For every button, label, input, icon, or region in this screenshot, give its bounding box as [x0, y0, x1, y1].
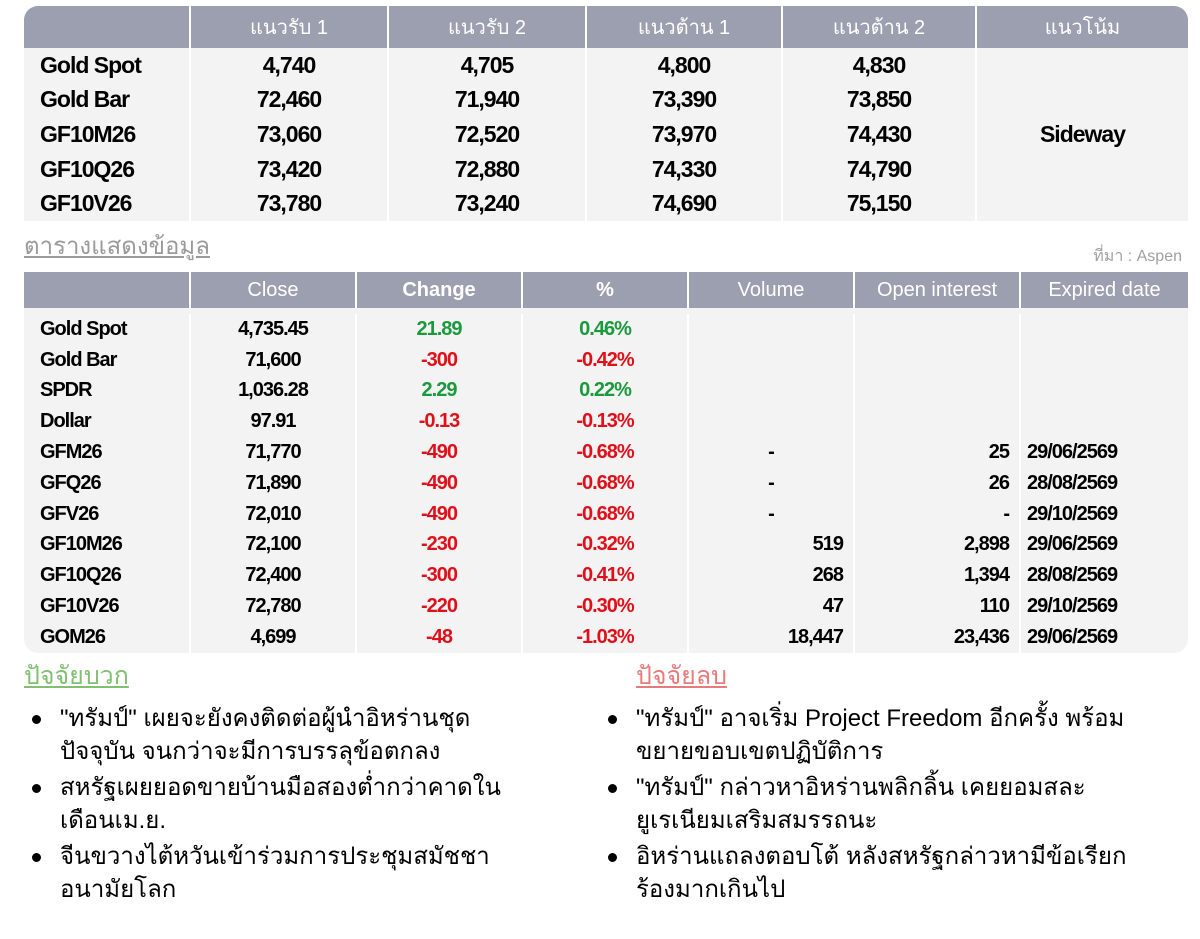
- market-row-name: Dollar: [24, 406, 190, 437]
- market-row-percent: -0.68%: [522, 437, 688, 468]
- levels-row-r2: 4,830: [782, 48, 976, 83]
- levels-header-row: [24, 6, 1188, 48]
- positive-factors-title: ปัจจัยบวก: [24, 662, 129, 690]
- market-row-open-interest: [854, 376, 1020, 407]
- market-row-name: GF10Q26: [24, 560, 190, 591]
- market-row-expiry: 29/10/2569: [1020, 499, 1188, 530]
- factor-text: "ทรัมป์" อาจเริ่ม Project Freedom อีกครั้ง พร้อมขยายขอบเขตปฏิบัติการ: [636, 705, 1125, 765]
- levels-row-r2: 74,790: [782, 152, 976, 187]
- market-row-open-interest: -: [854, 499, 1020, 530]
- bullet-icon: [608, 715, 617, 724]
- bullet-icon: [32, 784, 41, 793]
- market-row-percent: -1.03%: [522, 622, 688, 653]
- market-row-percent: -0.13%: [522, 406, 688, 437]
- market-row-volume: [688, 314, 854, 345]
- bullet-icon: [608, 853, 617, 862]
- market-row-close: 1,036.28: [190, 376, 356, 407]
- levels-row: [24, 48, 1188, 83]
- table-row: [24, 376, 1188, 407]
- table-row: [24, 437, 1188, 468]
- market-row-change: -0.13: [356, 406, 522, 437]
- factor-text: อิหร่านแถลงตอบโต้ หลังสหรัฐกล่าวหามีข้อเรียกร้องมากเกินไป: [636, 843, 1127, 903]
- market-row-change: 2.29: [356, 376, 522, 407]
- market-row-close: 71,890: [190, 468, 356, 499]
- market-header-expired-date: Expired date: [1020, 272, 1188, 308]
- market-header-blank: [24, 272, 190, 308]
- market-row-name: SPDR: [24, 376, 190, 407]
- levels-row-name: Gold Spot: [24, 48, 190, 83]
- market-row-name: GF10M26: [24, 530, 190, 561]
- levels-row-name: GF10M26: [24, 117, 190, 152]
- market-row-name: GFM26: [24, 437, 190, 468]
- list-item: [600, 702, 1160, 768]
- levels-header-support1: แนวรับ 1: [190, 6, 388, 48]
- market-header-volume: Volume: [688, 272, 854, 308]
- market-row-name: Gold Bar: [24, 345, 190, 376]
- source-note: ที่มา : Aspen: [1093, 248, 1182, 265]
- levels-row-r1: 74,690: [586, 186, 782, 221]
- levels-row-s1: 72,460: [190, 83, 388, 118]
- table-row: [24, 591, 1188, 622]
- market-row-change: -230: [356, 530, 522, 561]
- support-resistance-table: [24, 6, 1188, 221]
- positive-factors-list: [24, 702, 544, 909]
- market-row-expiry: 29/06/2569: [1020, 437, 1188, 468]
- negative-factors-list: [600, 702, 1160, 909]
- market-row-open-interest: [854, 314, 1020, 345]
- levels-row-s1: 73,780: [190, 186, 388, 221]
- market-row-volume: 268: [688, 560, 854, 591]
- market-header-change: Change: [356, 272, 522, 308]
- levels-header-support2: แนวรับ 2: [388, 6, 586, 48]
- market-row-close: 97.91: [190, 406, 356, 437]
- bullet-icon: [32, 715, 41, 724]
- levels-row-name: GF10Q26: [24, 152, 190, 187]
- market-row-expiry: [1020, 345, 1188, 376]
- levels-row-r1: 4,800: [586, 48, 782, 83]
- market-row-expiry: [1020, 406, 1188, 437]
- table-row: [24, 406, 1188, 437]
- market-row-open-interest: 1,394: [854, 560, 1020, 591]
- levels-row-r1: 74,330: [586, 152, 782, 187]
- market-row-open-interest: 23,436: [854, 622, 1020, 653]
- market-row-close: 72,010: [190, 499, 356, 530]
- market-row-change: 21.89: [356, 314, 522, 345]
- market-row-open-interest: [854, 345, 1020, 376]
- table-row: [24, 560, 1188, 591]
- market-row-percent: 0.46%: [522, 314, 688, 345]
- market-row-volume: 47: [688, 591, 854, 622]
- section-subtitle: ตารางแสดงข้อมูล: [24, 233, 210, 260]
- levels-row-s2: 72,880: [388, 152, 586, 187]
- bullet-icon: [608, 784, 617, 793]
- levels-trend: Sideway: [976, 48, 1188, 221]
- market-row-volume: 18,447: [688, 622, 854, 653]
- market-header-row: [24, 272, 1188, 308]
- market-row-percent: -0.68%: [522, 468, 688, 499]
- list-item: [600, 840, 1160, 906]
- market-row-close: 72,100: [190, 530, 356, 561]
- market-row-change: -490: [356, 437, 522, 468]
- market-row-expiry: 28/08/2569: [1020, 560, 1188, 591]
- table-row: [24, 468, 1188, 499]
- table-row: [24, 622, 1188, 653]
- levels-row-name: Gold Bar: [24, 83, 190, 118]
- levels-row-s2: 4,705: [388, 48, 586, 83]
- market-row-name: GF10V26: [24, 591, 190, 622]
- market-row-percent: -0.68%: [522, 499, 688, 530]
- levels-row-r1: 73,390: [586, 83, 782, 118]
- market-header-open-interest: Open interest: [854, 272, 1020, 308]
- market-row-open-interest: 2,898: [854, 530, 1020, 561]
- market-row-percent: 0.22%: [522, 376, 688, 407]
- table-row: [24, 499, 1188, 530]
- table-row: [24, 530, 1188, 561]
- factor-text: จีนขวางไต้หวันเข้าร่วมการประชุมสมัชชาอนามัยโลก: [60, 843, 490, 903]
- market-row-volume: 519: [688, 530, 854, 561]
- market-row-name: Gold Spot: [24, 314, 190, 345]
- market-row-change: -300: [356, 560, 522, 591]
- market-row-close: 4,699: [190, 622, 356, 653]
- market-row-percent: -0.42%: [522, 345, 688, 376]
- levels-row-s1: 73,420: [190, 152, 388, 187]
- market-row-percent: -0.41%: [522, 560, 688, 591]
- market-row-expiry: [1020, 376, 1188, 407]
- market-row-name: GFV26: [24, 499, 190, 530]
- market-row-expiry: 29/06/2569: [1020, 622, 1188, 653]
- market-row-close: 72,400: [190, 560, 356, 591]
- levels-row-s2: 72,520: [388, 117, 586, 152]
- market-row-close: 4,735.45: [190, 314, 356, 345]
- market-header-percent: %: [522, 272, 688, 308]
- market-row-volume: [688, 376, 854, 407]
- market-row-name: GFQ26: [24, 468, 190, 499]
- market-row-open-interest: 110: [854, 591, 1020, 622]
- market-row-volume: [688, 345, 854, 376]
- list-item: [24, 702, 544, 768]
- market-row-volume: -: [688, 499, 854, 530]
- levels-row-s2: 73,240: [388, 186, 586, 221]
- market-data-table: [24, 272, 1188, 653]
- market-row-open-interest: [854, 406, 1020, 437]
- market-row-change: -490: [356, 499, 522, 530]
- levels-row-r1: 73,970: [586, 117, 782, 152]
- table-row: [24, 345, 1188, 376]
- market-row-expiry: 29/10/2569: [1020, 591, 1188, 622]
- market-row-open-interest: 26: [854, 468, 1020, 499]
- market-row-volume: -: [688, 468, 854, 499]
- levels-header-resistance2: แนวต้าน 2: [782, 6, 976, 48]
- market-row-change: -220: [356, 591, 522, 622]
- market-row-expiry: 28/08/2569: [1020, 468, 1188, 499]
- market-row-close: 71,770: [190, 437, 356, 468]
- factor-text: สหรัฐเผยยอดขายบ้านมือสองต่ำกว่าคาดในเดือนเม.ย.: [60, 774, 501, 834]
- levels-row-s2: 71,940: [388, 83, 586, 118]
- market-row-change: -300: [356, 345, 522, 376]
- market-row-name: GOM26: [24, 622, 190, 653]
- levels-row-r2: 73,850: [782, 83, 976, 118]
- market-row-volume: [688, 406, 854, 437]
- list-item: [24, 840, 544, 906]
- market-row-expiry: 29/06/2569: [1020, 530, 1188, 561]
- market-row-expiry: [1020, 314, 1188, 345]
- market-row-open-interest: 25: [854, 437, 1020, 468]
- levels-header-blank: [24, 6, 190, 48]
- market-header-close: Close: [190, 272, 356, 308]
- market-row-change: -490: [356, 468, 522, 499]
- levels-header-resistance1: แนวต้าน 1: [586, 6, 782, 48]
- levels-row-s1: 4,740: [190, 48, 388, 83]
- levels-row-name: GF10V26: [24, 186, 190, 221]
- market-row-percent: -0.30%: [522, 591, 688, 622]
- market-row-change: -48: [356, 622, 522, 653]
- list-item: [600, 771, 1160, 837]
- market-row-close: 71,600: [190, 345, 356, 376]
- levels-row-s1: 73,060: [190, 117, 388, 152]
- table-row: [24, 314, 1188, 345]
- levels-header-trend: แนวโน้ม: [976, 6, 1188, 48]
- market-row-percent: -0.32%: [522, 530, 688, 561]
- levels-row-r2: 74,430: [782, 117, 976, 152]
- list-item: [24, 771, 544, 837]
- market-row-close: 72,780: [190, 591, 356, 622]
- market-row-volume: -: [688, 437, 854, 468]
- negative-factors-title: ปัจจัยลบ: [636, 662, 728, 690]
- factor-text: "ทรัมป์" กล่าวหาอิหร่านพลิกลิ้น เคยยอมสละยูเรเนียมเสริมสมรรถนะ: [636, 774, 1086, 834]
- bullet-icon: [32, 853, 41, 862]
- factor-text: "ทรัมป์" เผยจะยังคงติดต่อผู้นำอิหร่านชุดปัจจุบัน จนกว่าจะมีการบรรลุข้อตกลง: [60, 705, 471, 765]
- levels-row-r2: 75,150: [782, 186, 976, 221]
